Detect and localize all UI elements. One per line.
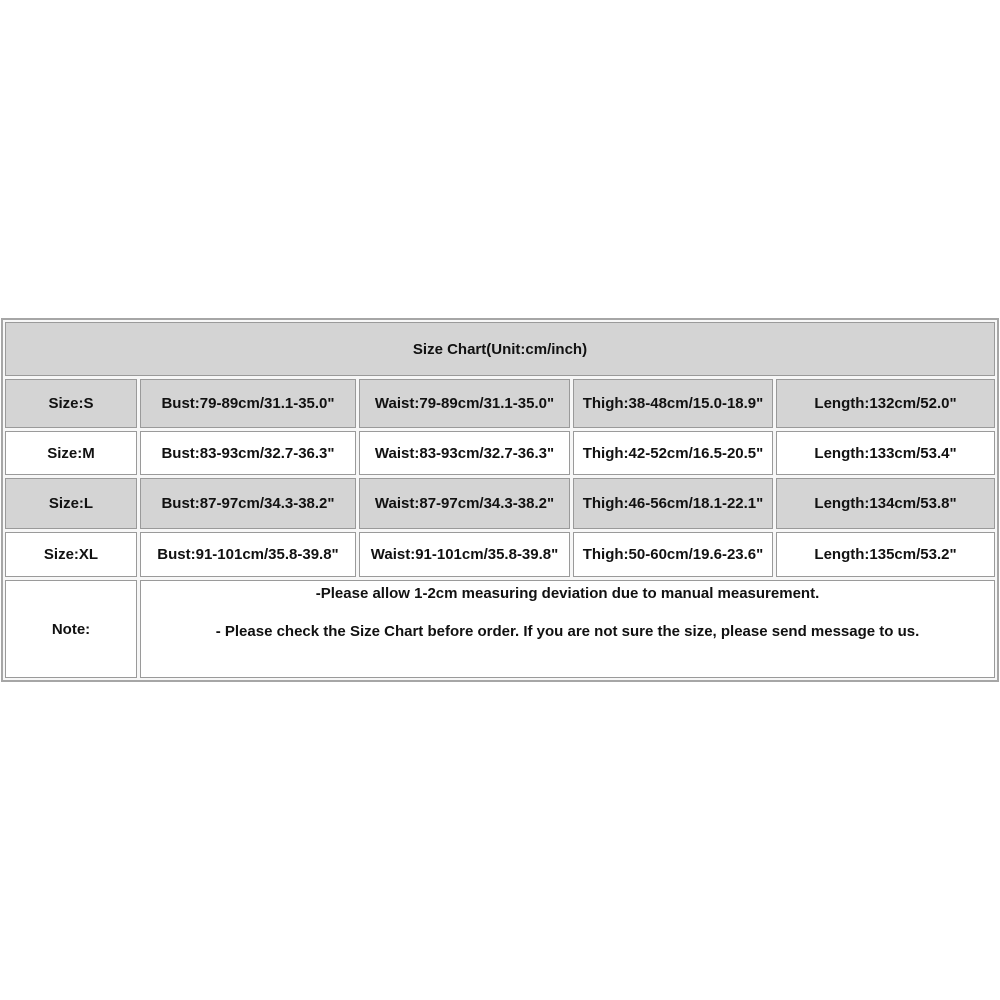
length-m: Length:133cm/53.4" (776, 431, 995, 475)
size-label-m: Size:M (5, 431, 137, 475)
waist-s: Waist:79-89cm/31.1-35.0" (359, 379, 570, 428)
waist-l: Waist:87-97cm/34.3-38.2" (359, 478, 570, 529)
note-line-check-chart: - Please check the Size Chart before order. If you are not sure the size, please send message to us. (215, 623, 920, 640)
length-l: Length:134cm/53.8" (776, 478, 995, 529)
length-s: Length:132cm/52.0" (776, 379, 995, 428)
note-content (140, 580, 995, 678)
size-chart-title: Size Chart(Unit:cm/inch) (5, 322, 995, 376)
thigh-s: Thigh:38-48cm/15.0-18.9" (573, 379, 773, 428)
bust-s: Bust:79-89cm/31.1-35.0" (140, 379, 356, 428)
size-chart-table (1, 318, 999, 682)
bust-l: Bust:87-97cm/34.3-38.2" (140, 478, 356, 529)
size-label-l: Size:L (5, 478, 137, 529)
note-line-measurement: -Please allow 1-2cm measuring deviation due to manual measurement. (315, 585, 820, 602)
note-label: Note: (5, 580, 137, 678)
thigh-xl: Thigh:50-60cm/19.6-23.6" (573, 532, 773, 577)
bust-m: Bust:83-93cm/32.7-36.3" (140, 431, 356, 475)
size-label-xl: Size:XL (5, 532, 137, 577)
waist-xl: Waist:91-101cm/35.8-39.8" (359, 532, 570, 577)
thigh-l: Thigh:46-56cm/18.1-22.1" (573, 478, 773, 529)
bust-xl: Bust:91-101cm/35.8-39.8" (140, 532, 356, 577)
size-label-s: Size:S (5, 379, 137, 428)
thigh-m: Thigh:42-52cm/16.5-20.5" (573, 431, 773, 475)
length-xl: Length:135cm/53.2" (776, 532, 995, 577)
waist-m: Waist:83-93cm/32.7-36.3" (359, 431, 570, 475)
